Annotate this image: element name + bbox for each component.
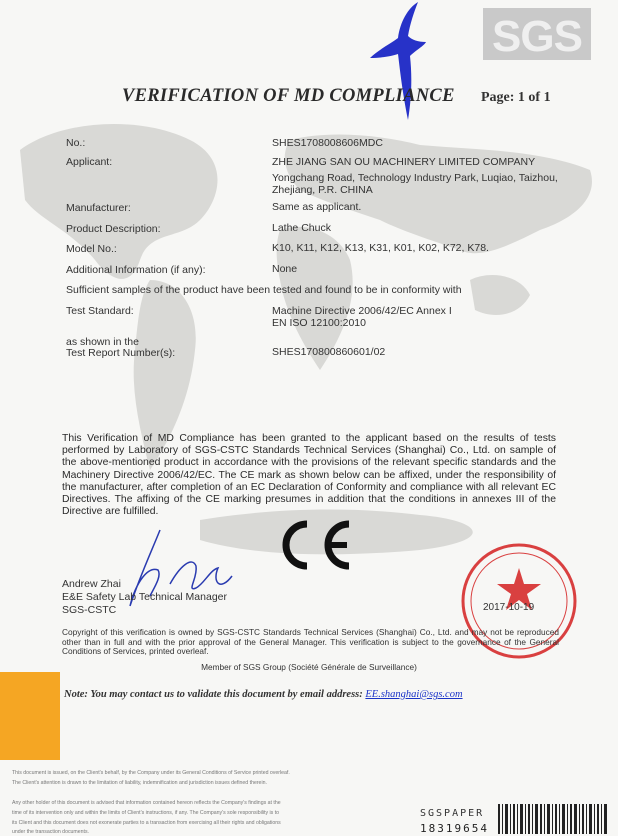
field-label-manufacturer: Manufacturer: — [66, 202, 131, 214]
field-value-manufacturer: Same as applicant. — [272, 201, 362, 213]
orange-sgs-block — [0, 672, 60, 760]
footer-line: time of its intervention only and within the limits of Client's instructions, if any. The Company's sole responsibility is to — [12, 810, 280, 816]
sgs-logo-text: SGS — [492, 12, 582, 61]
test-standard-line2: EN ISO 12100:2010 — [272, 317, 366, 329]
verification-paragraph: This Verification of MD Compliance has been granted to the applicant based on the results of tests performed by Laboratory of SGS-CSTC Standards Technical Services (Shanghai) Co., Ltd. on sample of the above-mentioned product in accordance with the provisions of the relevant specific standards and the Machinery Directive 2006/42/EC. The CE mark as shown below can be affixed, under the responsibility of the manufacturer, after completion of an EC Declaration of Conformity and compliance with all relevant EC Directives. The affixing of the CE marking presumes in addition that the conditions in annexes III of the Directive are fulfilled. — [62, 433, 556, 518]
report-number: SHES170800860601/02 — [272, 346, 386, 358]
seal-date: 2017-10-19 — [483, 602, 535, 613]
report-label-line1: as shown in the — [66, 336, 139, 348]
footer-line: This document is issued, on the Client's behalf, by the Company under its General Conditions of Service printed overleaf. — [12, 770, 290, 776]
field-label-additional: Additional Information (if any): — [66, 264, 206, 276]
field-value-model: K10, K11, K12, K13, K31, K01, K02, K72, K78. — [272, 242, 489, 254]
field-value-product: Lathe Chuck — [272, 222, 331, 234]
signatory-title: E&E Safety Lab Technical Manager — [62, 591, 227, 603]
applicant-address-line2: Zhejiang, P.R. CHINA — [272, 184, 373, 196]
field-label-product: Product Description: — [66, 223, 161, 235]
barcode — [498, 804, 610, 834]
footer-line: The Client's attention is drawn to the limitation of liability, indemnification and jurisdiction issues defined therein. — [12, 780, 267, 786]
validation-email-link[interactable]: EE.shanghai@sgs.com — [365, 689, 463, 700]
footer-line: Any other holder of this document is advised that information contained hereon reflects the Company's findings at the — [12, 800, 281, 806]
footer-line: under the transaction documents. — [12, 829, 89, 835]
serial-number: 18319654 — [420, 822, 489, 835]
applicant-address-line1: Yongchang Road, Technology Industry Park, Luqiao, Taizhou, — [272, 172, 558, 184]
validation-note-text: Note: You may contact us to validate this document by email address: — [64, 689, 366, 700]
document-title: VERIFICATION OF MD COMPLIANCE — [122, 86, 455, 106]
conformity-statement: Sufficient samples of the product have been tested and found to be in conformity with — [66, 284, 462, 296]
field-value-additional: None — [272, 263, 298, 275]
signatory-name: Andrew Zhai — [62, 578, 121, 590]
field-value-applicant: ZHE JIANG SAN OU MACHINERY LIMITED COMPANY — [272, 156, 536, 168]
member-statement: Member of SGS Group (Société Générale de Surveillance) — [201, 662, 417, 672]
field-label-applicant: Applicant: — [66, 156, 113, 168]
signatory-org: SGS-CSTC — [62, 604, 117, 616]
validation-note — [64, 689, 463, 700]
sgs-logo — [483, 4, 591, 62]
field-label-no: No.: — [66, 137, 86, 149]
page-number: Page: 1 of 1 — [481, 90, 551, 105]
field-label-test-standard: Test Standard: — [66, 305, 134, 317]
sgspaper-label: SGSPAPER — [420, 808, 485, 819]
field-label-model: Model No.: — [66, 243, 117, 255]
report-label-line2: Test Report Number(s): — [66, 347, 176, 359]
footer-line: its Client and this document does not exonerate parties to a transaction from exercising all their rights and obligations — [12, 820, 281, 826]
test-standard-line1: Machine Directive 2006/42/EC Annex I — [272, 305, 452, 317]
ce-mark-icon — [277, 518, 357, 572]
field-value-no: SHES1708008606MDC — [272, 137, 383, 149]
copyright-notice: Copyright of this verification is owned by SGS-CSTC Standards Technical Services (Shanghai) Co., Ltd. and may not be reproduced other than in full and with the prior approval of the General Manager. This verification is subject to the governance of the General Conditions of Services, printed overleaf. — [62, 627, 559, 657]
